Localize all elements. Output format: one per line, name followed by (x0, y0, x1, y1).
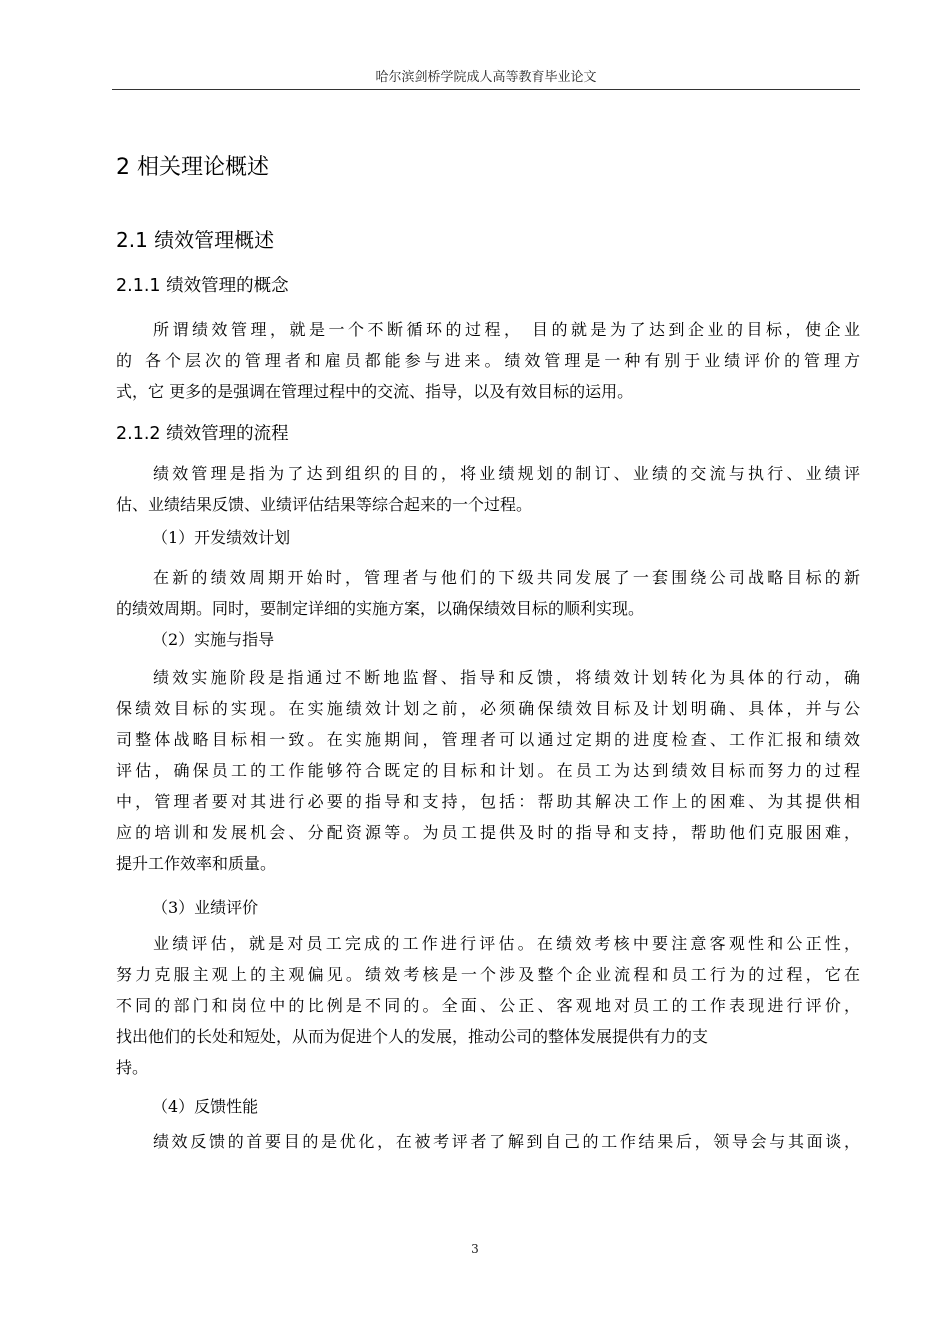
text-line: 司整体战略目标相一致。在实施期间，管理者可以通过定期的进度检查、工作汇报和绩效 (116, 730, 860, 749)
text-line: 找出他们的长处和短处，从而为促进个人的发展，推动公司的整体发展提供有力的支 (116, 1027, 709, 1046)
step-label-2: （2）实施与指导 (152, 630, 275, 649)
text-line: 绩效反馈的首要目的是优化，在被考评者了解到自己的工作结果后，领导会与其面谈， (153, 1132, 860, 1151)
header-rule (112, 89, 860, 90)
paragraph-process-intro (116, 458, 860, 520)
page-header: 哈尔滨剑桥学院成人高等教育毕业论文 (375, 70, 597, 85)
text-line: 所谓绩效管理，就是一个不断循环的过程， 目的就是为了达到企业的目标，使企业 (153, 320, 860, 339)
step-label-1: （1）开发绩效计划 (152, 528, 291, 547)
subsection-title-concept: 2.1.1 绩效管理的概念 (116, 276, 289, 296)
text-line: 应的培训和发展机会、分配资源等。为员工提供及时的指导和支持，帮助他们克服困难， (116, 823, 860, 842)
step-label-3: （3）业绩评价 (152, 898, 259, 917)
text-line: 业绩评估，就是对员工完成的工作进行评估。在绩效考核中要注意客观性和公正性， (153, 934, 860, 953)
text-line: 保绩效目标的实现。在实施绩效计划之前，必须确保绩效目标及计划明确、具体，并与公 (116, 699, 860, 718)
paragraph-step-3 (116, 928, 860, 1083)
text-line: 绩效管理是指为了达到组织的目的，将业绩规划的制订、业绩的交流与执行、业绩评 (153, 464, 860, 483)
paragraph-concept (116, 314, 860, 407)
text-line: 在新的绩效周期开始时，管理者与他们的下级共同发展了一套围绕公司战略目标的新 (153, 568, 860, 587)
text-line: 的绩效周期。同时，要制定详细的实施方案，以确保绩效目标的顺利实现。 (116, 599, 645, 618)
text-line: 努力克服主观上的主观偏见。绩效考核是一个涉及整个企业流程和员工行为的过程，它在 (116, 965, 860, 984)
subsection-title-process: 2.1.2 绩效管理的流程 (116, 424, 289, 444)
text-line: 不同的部门和岗位中的比例是不同的。全面、公正、客观地对员工的工作表现进行评价， (116, 996, 860, 1015)
chapter-title: 2 相关理论概述 (116, 155, 269, 180)
paragraph-step-2 (116, 662, 860, 879)
text-line: 式，它 更多的是强调在管理过程中的交流、指导，以及有效目标的运用。 (116, 382, 634, 401)
step-label-4: （4）反馈性能 (152, 1097, 259, 1116)
text-line: 评估，确保员工的工作能够符合既定的目标和计划。在员工为达到绩效目标而努力的过程 (116, 761, 860, 780)
text-line: 绩效实施阶段是指通过不断地监督、指导和反馈，将绩效计划转化为具体的行动，确 (153, 668, 860, 687)
text-line: 的 各个层次的管理者和雇员都能参与进来。绩效管理是一种有别于业绩评价的管理方 (116, 351, 860, 370)
text-line: 中，管理者要对其进行必要的指导和支持，包括：帮助其解决工作上的困难、为其提供相 (116, 792, 860, 811)
text-line: 提升工作效率和质量。 (116, 854, 277, 873)
paragraph-step-4 (116, 1126, 860, 1157)
paragraph-step-1 (116, 562, 860, 624)
text-line: 估、业绩结果反馈、业绩评估结果等综合起来的一个过程。 (116, 495, 533, 514)
page-number: 3 (471, 1242, 479, 1256)
text-line: 持。 (116, 1058, 149, 1077)
section-title: 2.1 绩效管理概述 (116, 228, 275, 252)
